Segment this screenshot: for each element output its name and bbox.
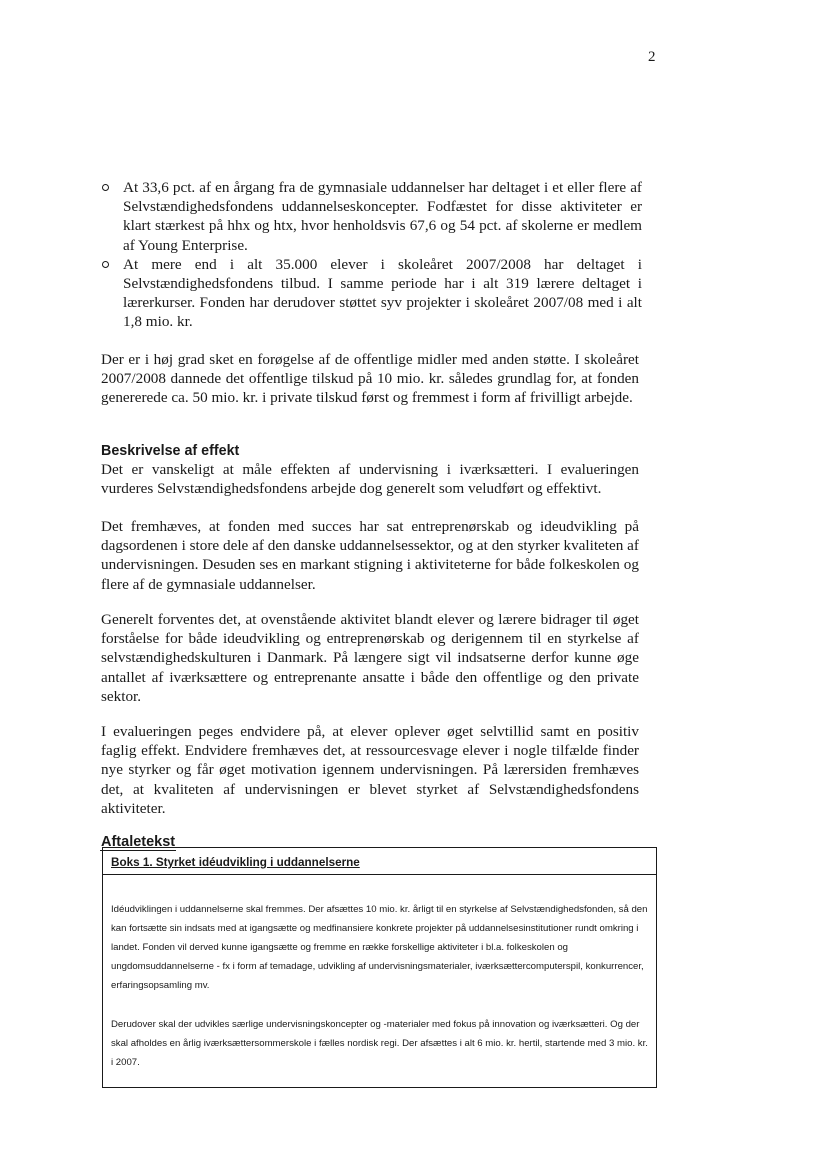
- bullet-item: [100, 178, 642, 255]
- box-paragraph: Derudover skal der udvikles særlige undervisningskoncepter og -materialer med fokus på innovation og iværksætteri. Og der skal afholdes en årlig iværksættersommerskole i fælles nordisk regi. Der afsættes i alt 6 mio. kr. hertil, startende med 3 mio. kr. i 2007.: [111, 1019, 648, 1069]
- bullet-text: At 33,6 pct. af en årgang fra de gymnasiale uddannelser har deltaget i et eller flere af Selvstændighedsfondens uddannelseskoncepter. Fodfæstet for disse aktiviteter er klart stærkest på hhx og htx, hvor henholdsvis 67,6 og 54 pct. af skolerne er medlem af Young Enterprise.: [123, 179, 642, 254]
- box-title: Boks 1. Styrket idéudvikling i uddannelserne: [111, 856, 360, 869]
- highlight-paragraph: Det fremhæves, at fonden med succes har sat entreprenørskab og ideudvikling på dagsordenen i store dele af den danske uddannelsessektor, og at den styrker kvaliteten af undervisningen. Desuden ses en markant stigning i aktiviteterne for både folkeskolen og flere af de gymnasiale uddannelser.: [101, 518, 639, 593]
- bullet-item: [100, 255, 642, 332]
- bullet-icon: [102, 261, 109, 268]
- effect-heading: Beskrivelse af effekt: [101, 443, 240, 459]
- agreement-heading: Aftaletekst: [101, 834, 176, 850]
- box-paragraph: Idéudviklingen i uddannelserne skal fremmes. Der afsættes 10 mio. kr. årligt til en styrkelse af Selvstændighedsfonden, så den kan fortsætte sin indsats med at igangsætte og medfinansiere konkrete projekter på uddannelsesinstitutioner rundt omkring i landet. Fonden vil derved kunne igangsætte og fremme en række forskellige aktiviteter i bl.a. folkeskolen og ungdomsuddannelserne - fx i form af temadage, udvikling af undervisningsmaterialer, iværksættercomputerspil, konkurrencer, erfaringsopsamling mv.: [111, 904, 648, 992]
- public-funds-paragraph: Der er i høj grad sket en forøgelse af de offentlige midler med anden støtte. I skoleåret 2007/2008 dannede det offentlige tilskud på 10 mio. kr. således grundlag for, at fonden genererede ca. 50 mio. kr. i private tilskud først og fremmest i form af frivilligt arbejde.: [101, 351, 639, 407]
- agreement-box: [102, 847, 657, 1088]
- bullet-list: [100, 178, 642, 332]
- box-title-bar: [103, 848, 656, 875]
- expectation-paragraph: Generelt forventes det, at ovenstående aktivitet blandt elever og lærere bidrager til øget forståelse for både ideudvikling og entreprenørskab og derigennem til en styrkelse af selvstændighedskulturen i Danmark. På længere sigt vil indsatserne derfor kunne øge antallet af iværksættere og entreprenante ansatte i både den offentlige og den private sektor.: [101, 611, 639, 705]
- bullet-text: At mere end i alt 35.000 elever i skoleåret 2007/2008 har deltaget i Selvstændighedsfondens tilbud. I samme periode har i alt 319 lærere deltaget i lærerkurser. Fonden har derudover støttet syv projekter i skoleåret 2007/08 med i alt 1,8 mio. kr.: [123, 255, 642, 331]
- page-number: 2: [648, 49, 656, 65]
- bullet-icon: [102, 184, 109, 191]
- effect-intro-paragraph: Det er vanskeligt at måle effekten af undervisning i iværksætteri. I evalueringen vurderes Selvstændighedsfondens arbejde dog generelt som veludført og effektivt.: [101, 461, 639, 498]
- evaluation-paragraph: I evalueringen peges endvidere på, at elever oplever øget selvtillid samt en positiv faglig effekt. Endvidere fremhæves det, at ressourcesvage elever i nogle tilfælde finder nye styrker og får øget motivation igennem undervisningen. På lærersiden fremhæves det, at kvaliteten af undervisningen er blevet styrket af Selvstændighedsfondens aktiviteter.: [101, 723, 639, 817]
